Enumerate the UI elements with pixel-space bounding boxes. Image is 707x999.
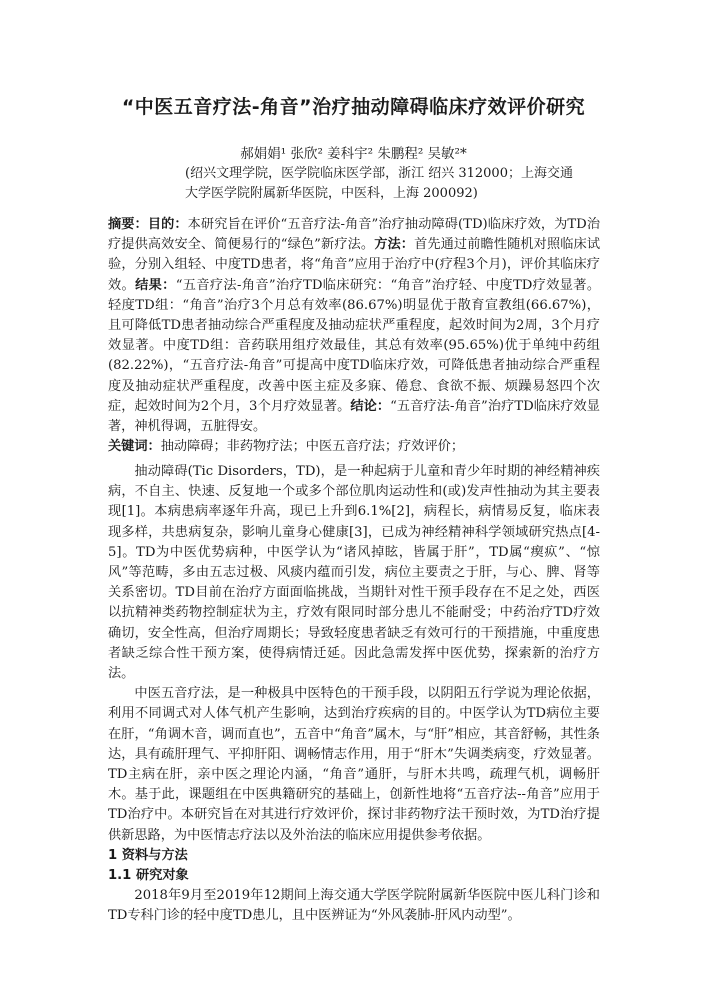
- abstract-label: 摘要：: [108, 217, 148, 232]
- results-text: “五音疗法-角音”治疗TD临床研究：“角音”治疗轻、中度TD疗效显著。轻度TD组：“角音”治疗3个月总有效率(86.67%)明显优于散育宣教组(66.67%)，且可降低TD患者抽动综合严重程度及抽动症状严重程度，起效时间为2周，3个月疗效显著。中度TD组：音药联用组疗效最佳，其总有效率(95.65%)优于单纯中药组(82.22%)，“五音疗法-角音”可提高中度TD临床疗效，可降低患者抽动综合严重程度及抽动症状严重程度，改善中医主症及多寐、倦怠、食欲不振、烦躁易怒四个次症，起效时间为2个月，3个月疗效显著。: [108, 277, 601, 414]
- keywords-line: [108, 437, 600, 457]
- main-body: [108, 462, 600, 927]
- results-label: 结果：: [135, 277, 176, 293]
- keywords-label: 关键词：: [108, 439, 161, 455]
- objective-text: 本研究旨在评价“五音疗法-角音”治疗抽动障碍(TD)临床疗效，为TD治疗提供高效安全、简便易行的“绿色”新疗法。: [108, 217, 601, 253]
- paper-title: “中医五音疗法-角音”治疗抽动障碍临床疗效评价研究: [121, 96, 586, 118]
- conclusion-text: “五音疗法-角音”治疗TD临床疗效显著，神机得调，五脏得安。: [108, 398, 600, 435]
- abstract-block: [108, 215, 600, 457]
- conclusion-label: 结论：: [350, 398, 391, 414]
- intro-paragraph-1: 抽动障碍(Tic Disorders，TD)，是一种起病于儿童和青少年时期的神经精神疾病，不自主、快速、反复地一个或多个部位肌肉运动性和(或)发声性抽动为其主要表现[1]。本病患病率逐年升高，现已上升到6.1%[2]，病程长，病情易反复，临床表现多样，共患病复杂，影响儿童身心健康[3]，已成为神经精神科学领域研究热点[4-5]。TD为中医优势病种，中医学认为“诸风掉眩，皆属于肝”，TD属“瘈疭”、“惊风”等范畴，多由五志过极、风痰内蕴而引发，病位主要责之于肝，与心、脾、肾等关系密切。TD目前在治疗方面面临挑战，当期针对性干预手段存在不足之处，西医以抗精神类药物控制症状为主，疗效有限同时部分患儿不能耐受；中药治疗TD疗效确切，安全性高，但治疗周期长；导致轻度患者缺乏有效可行的干预措施，中重度患者缺乏综合性干预方案，使得病情迁延。因此急需发挥中医优势，探索新的治疗方法。: [108, 464, 600, 682]
- objective-label: 目的：: [147, 217, 188, 232]
- methods-label: 方法：: [374, 237, 415, 253]
- subjects-paragraph: 2018年9月至2019年12期间上海交通大学医学院附属新华医院中医儿科门诊和TD专科门诊的轻中度TD患儿，且中医辨证为“外风袭肺-肝风内动型”。: [108, 888, 600, 924]
- subsection-heading: 1.1 研究对象: [108, 868, 189, 884]
- intro-paragraph-2: 中医五音疗法，是一种极具中医特色的干预手段，以阴阳五行学说为理论依据，利用不同调式对人体气机产生影响，达到治疗疾病的目的。中医学认为TD病位主要在肝，“角调木音，调而直也”，五音中“角音”属木，与“肝”相应，其音舒畅，其性条达，具有疏肝理气、平抑肝阳、调畅情志作用，用于“肝木”失调类病变，疗效显著。TD主病在肝，亲中医之理论内涵，“角音”通肝，与肝木共鸣，疏理气机，调畅肝木。基于此，课题组在中医典籍研究的基础上，创新性地将“五音疗法--角音”应用于TD治疗中。本研究旨在对其进行疗效评价，探讨非药物疗法干预时效，为TD治疗提供新思路，为中医情志疗法以及外治法的临床应用提供参考依据。: [108, 686, 600, 843]
- affiliation: (绍兴文理学院，医学院临床医学部，浙江 绍兴 312000；上海交通大学医学院附属新华医院，中医科，上海 200092): [185, 166, 573, 201]
- keywords-text: 抽动障碍；非药物疗法；中医五音疗法；疗效评价；: [160, 439, 465, 455]
- methods-text: 首先通过前瞻性随机对照临床试验，分别入组轻、中度TD患者，将“角音”应用于治疗中(疗程3个月)，评价其临床疗效。: [108, 237, 601, 293]
- section-heading: 1 资料与方法: [108, 847, 188, 863]
- author-list: 郝娟娟¹ 张欣² 姜科宇² 朱鹏程² 吴敏²*: [240, 146, 467, 162]
